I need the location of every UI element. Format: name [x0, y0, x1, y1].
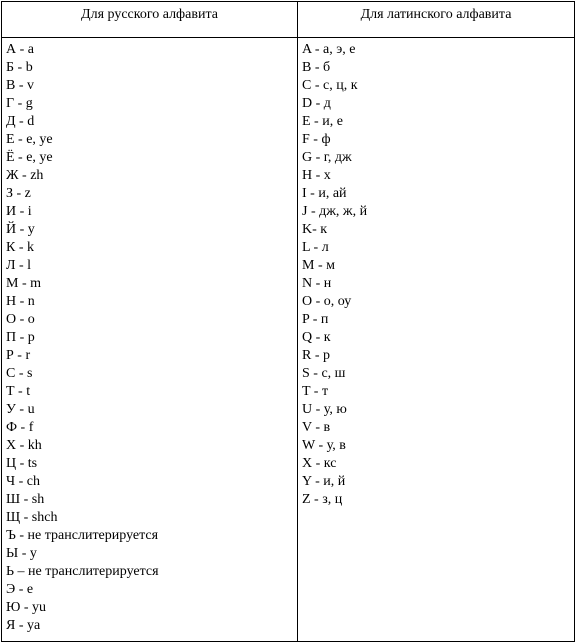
- russian-letter-row: Р - r: [6, 348, 31, 363]
- latin-letter-row: Y - и, й: [302, 474, 346, 489]
- latin-letter-row: C - с, ц, к: [302, 78, 358, 93]
- latin-letter-row: P - п: [302, 312, 329, 327]
- russian-letter-row: Ж - zh: [6, 168, 44, 183]
- latin-letter-row: V - в: [302, 420, 331, 435]
- russian-letter-row: Ш - sh: [6, 492, 45, 507]
- latin-letter-row: U - у, ю: [302, 402, 347, 417]
- russian-letter-row: Ы - y: [6, 546, 37, 561]
- russian-letter-row: Щ - shch: [6, 510, 58, 525]
- russian-letter-row: Х - kh: [6, 438, 42, 453]
- latin-letter-row: Z - з, ц: [302, 492, 343, 507]
- latin-letter-row: T - т: [302, 384, 329, 399]
- russian-rows: [2, 38, 297, 635]
- latin-letter-row: W - у, в: [302, 438, 346, 453]
- latin-letter-row: B - б: [302, 60, 331, 75]
- russian-letter-row: Л - l: [6, 258, 32, 273]
- russian-column-header: Для русского алфавита: [2, 2, 297, 38]
- russian-letter-row: О - o: [6, 312, 35, 327]
- latin-letter-row: G - г, дж: [302, 150, 352, 165]
- russian-letter-row: Ю - yu: [6, 600, 47, 615]
- latin-letter-row: O - о, оу: [302, 294, 352, 309]
- latin-letter-row: H - х: [302, 168, 331, 183]
- russian-letter-row: Ъ - не транслитерируется: [6, 528, 159, 543]
- russian-letter-row: У - u: [6, 402, 35, 417]
- russian-letter-row: Д - d: [6, 114, 35, 129]
- russian-column: [2, 2, 298, 641]
- russian-letter-row: И - i: [6, 204, 32, 219]
- latin-letter-row: L - л: [302, 240, 329, 255]
- latin-column: [298, 2, 574, 641]
- latin-letter-row: X - кс: [302, 456, 337, 471]
- latin-letter-row: D - д: [302, 96, 331, 111]
- russian-letter-row: П - p: [6, 330, 35, 345]
- transliteration-table: [1, 1, 575, 642]
- russian-letter-row: К - k: [6, 240, 34, 255]
- russian-letter-row: Т - t: [6, 384, 31, 399]
- russian-letter-row: Ь – не транслитерируется: [6, 564, 159, 579]
- latin-letter-row: R - р: [302, 348, 330, 363]
- russian-letter-row: А - a: [6, 42, 34, 57]
- latin-letter-row: K- к: [302, 222, 328, 237]
- russian-letter-row: Г - g: [6, 96, 33, 111]
- latin-letter-row: M - м: [302, 258, 335, 273]
- latin-letter-row: J - дж, ж, й: [302, 204, 368, 219]
- latin-letter-row: I - и, ай: [302, 186, 347, 201]
- russian-letter-row: З - z: [6, 186, 31, 201]
- latin-rows: [298, 38, 574, 509]
- latin-letter-row: F - ф: [302, 132, 331, 147]
- russian-letter-row: С - s: [6, 366, 33, 381]
- latin-letter-row: E - и, е: [302, 114, 343, 129]
- latin-letter-row: N - н: [302, 276, 332, 291]
- russian-letter-row: Ф - f: [6, 420, 34, 435]
- russian-letter-row: Й - y: [6, 222, 35, 237]
- russian-letter-row: Н - n: [6, 294, 35, 309]
- russian-letter-row: М - m: [6, 276, 41, 291]
- latin-letter-row: Q - к: [302, 330, 331, 345]
- russian-letter-row: Ц - ts: [6, 456, 38, 471]
- latin-column-header: Для латинского алфавита: [298, 2, 574, 38]
- russian-letter-row: Я - ya: [6, 618, 41, 633]
- latin-letter-row: S - с, ш: [302, 366, 346, 381]
- russian-letter-row: Ё - e, ye: [6, 150, 53, 165]
- russian-letter-row: Ч - ch: [6, 474, 40, 489]
- russian-letter-row: Б - b: [6, 60, 33, 75]
- russian-letter-row: В - v: [6, 78, 34, 93]
- russian-letter-row: Э - e: [6, 582, 34, 597]
- russian-letter-row: Е - e, ye: [6, 132, 53, 147]
- latin-letter-row: A - а, э, е: [302, 42, 356, 57]
